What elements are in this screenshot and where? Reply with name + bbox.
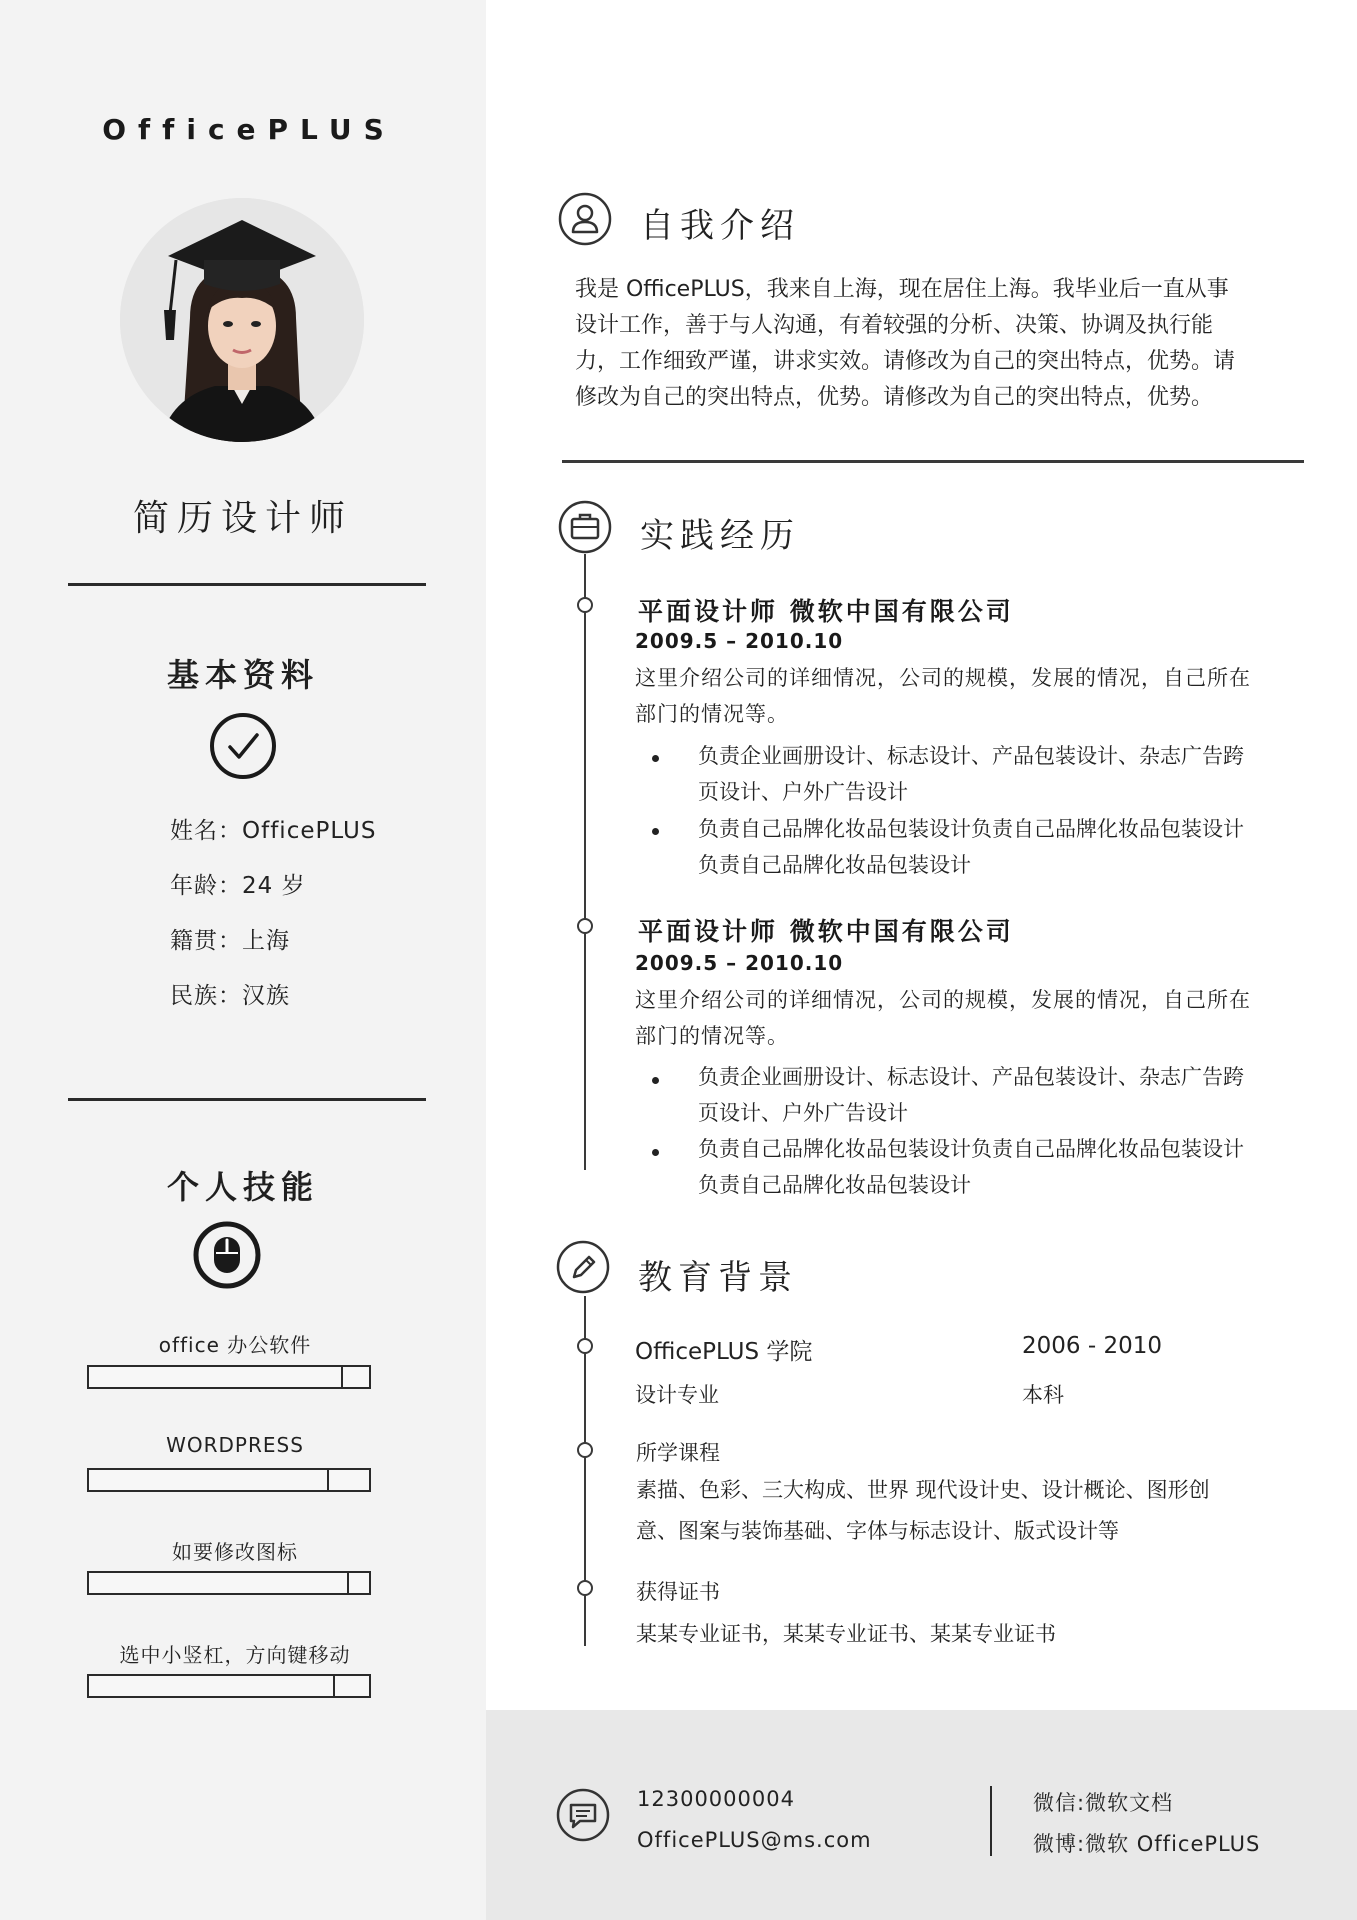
section-title-education: 教育背景 — [638, 1258, 798, 1298]
contact-footer — [486, 1710, 1357, 1920]
briefcase-icon — [558, 500, 612, 554]
basic-info-heading: 基本资料 — [166, 656, 319, 694]
profile-photo — [120, 198, 364, 442]
divider — [562, 460, 1304, 463]
job-heading: 平面设计师 微软中国有限公司 — [638, 597, 1014, 626]
chat-icon — [556, 1788, 610, 1842]
desc-line: 这里介绍公司的详细情况，公司的规模，发展的情况，自己所在 — [635, 666, 1251, 690]
job-description — [635, 660, 1315, 732]
checkmark-circle-icon — [209, 712, 277, 784]
bullet-line: 负责自己品牌化妆品包装设计 — [698, 1173, 971, 1197]
skill-bar — [87, 1674, 371, 1698]
intro-paragraph — [575, 272, 1315, 416]
bullet-line: 负责自己品牌化妆品包装设计 — [698, 853, 971, 877]
courses-line: 素描、色彩、三大构成、世界 现代设计史、设计概论、图形创 — [636, 1478, 1210, 1502]
info-ethnicity: 民族：汉族 — [170, 983, 290, 1009]
skills-heading: 个人技能 — [166, 1168, 319, 1206]
mouse-icon — [192, 1220, 262, 1294]
desc-line: 部门的情况等。 — [635, 1024, 789, 1048]
divider — [990, 1786, 992, 1856]
job-title: 简历设计师 — [132, 498, 353, 539]
wechat: 微信:微软文档 — [1033, 1791, 1174, 1815]
timeline-node — [577, 918, 593, 934]
certs-list: 某某专业证书，某某专业证书、某某专业证书 — [636, 1622, 1056, 1646]
info-origin: 籍贯：上海 — [170, 928, 290, 954]
desc-line: 这里介绍公司的详细情况，公司的规模，发展的情况，自己所在 — [635, 988, 1251, 1012]
skill-level-marker[interactable] — [333, 1674, 335, 1698]
skill-label: office 办公软件 — [158, 1333, 312, 1357]
bullet-dot — [652, 828, 659, 835]
job-date: 2009.5 – 2010.10 — [635, 951, 844, 975]
skill-level-marker[interactable] — [327, 1468, 329, 1492]
skill-bar — [87, 1571, 371, 1595]
pencil-icon — [556, 1240, 610, 1294]
timeline-node — [577, 1442, 593, 1458]
bullet-line: 页设计、户外广告设计 — [698, 780, 908, 804]
person-icon — [558, 192, 612, 246]
intro-line: 修改为自己的突出特点，优势。请修改为自己的突出特点，优势。 — [575, 385, 1214, 410]
job-description — [635, 982, 1315, 1054]
desc-line: 部门的情况等。 — [635, 702, 789, 726]
job-bullet — [698, 811, 1298, 883]
bullet-dot — [652, 1149, 659, 1156]
skill-bar — [87, 1365, 371, 1389]
bullet-line: 负责自己品牌化妆品包装设计负责自己品牌化妆品包装设计 — [698, 1137, 1244, 1161]
divider — [68, 1098, 426, 1101]
bullet-dot — [652, 755, 659, 762]
school-name: OfficePLUS 学院 — [635, 1339, 813, 1365]
courses-line: 意、图案与装饰基础、字体与标志设计、版式设计等 — [636, 1519, 1119, 1543]
weibo: 微博:微软 OfficePLUS — [1033, 1832, 1261, 1856]
intro-line: 我是 OfficePLUS，我来自上海，现在居住上海。我毕业后一直从事 — [575, 277, 1229, 302]
bullet-dot — [652, 1077, 659, 1084]
job-bullet — [698, 1131, 1298, 1203]
job-date: 2009.5 – 2010.10 — [635, 629, 844, 653]
skill-level-marker[interactable] — [341, 1365, 343, 1389]
skill-label: 选中小竖杠，方向键移动 — [119, 1643, 351, 1667]
info-name: 姓名：OfficePLUS — [170, 818, 377, 844]
bullet-line: 负责企业画册设计、标志设计、产品包装设计、杂志广告跨 — [698, 744, 1244, 768]
skill-label: WORDPRESS — [166, 1433, 304, 1457]
bullet-line: 页设计、户外广告设计 — [698, 1101, 908, 1125]
divider — [68, 583, 426, 586]
timeline-node — [577, 597, 593, 613]
section-title-intro: 自我介绍 — [640, 206, 800, 246]
info-age: 年龄：24 岁 — [170, 873, 306, 899]
intro-line: 设计工作，善于与人沟通，有着较强的分析、决策、协调及执行能 — [575, 313, 1214, 338]
section-title-experience: 实践经历 — [640, 516, 800, 556]
skill-bar — [87, 1468, 371, 1492]
skill-label: 如要修改图标 — [172, 1540, 298, 1564]
graduate-portrait-icon — [120, 198, 364, 442]
intro-line: 力，工作细致严谨，讲求实效。请修改为自己的突出特点，优势。请 — [575, 349, 1236, 374]
degree: 本科 — [1022, 1383, 1064, 1407]
brand-logo-text: OfficePLUS — [102, 113, 396, 146]
job-heading: 平面设计师 微软中国有限公司 — [638, 917, 1014, 946]
study-years: 2006 - 2010 — [1022, 1333, 1162, 1359]
phone-number[interactable]: 12300000004 — [637, 1787, 795, 1811]
major: 设计专业 — [635, 1383, 719, 1407]
email-address[interactable]: OfficePLUS@ms.com — [637, 1828, 872, 1852]
timeline-line — [584, 554, 586, 1170]
courses-list — [636, 1470, 1276, 1552]
job-bullet — [698, 1059, 1298, 1131]
timeline-node — [577, 1338, 593, 1354]
bullet-line: 负责企业画册设计、标志设计、产品包装设计、杂志广告跨 — [698, 1065, 1244, 1089]
timeline-node — [577, 1580, 593, 1596]
job-bullet — [698, 738, 1298, 810]
certs-label: 获得证书 — [636, 1580, 720, 1604]
skill-level-marker[interactable] — [347, 1571, 349, 1595]
bullet-line: 负责自己品牌化妆品包装设计负责自己品牌化妆品包装设计 — [698, 817, 1244, 841]
courses-label: 所学课程 — [636, 1441, 720, 1465]
